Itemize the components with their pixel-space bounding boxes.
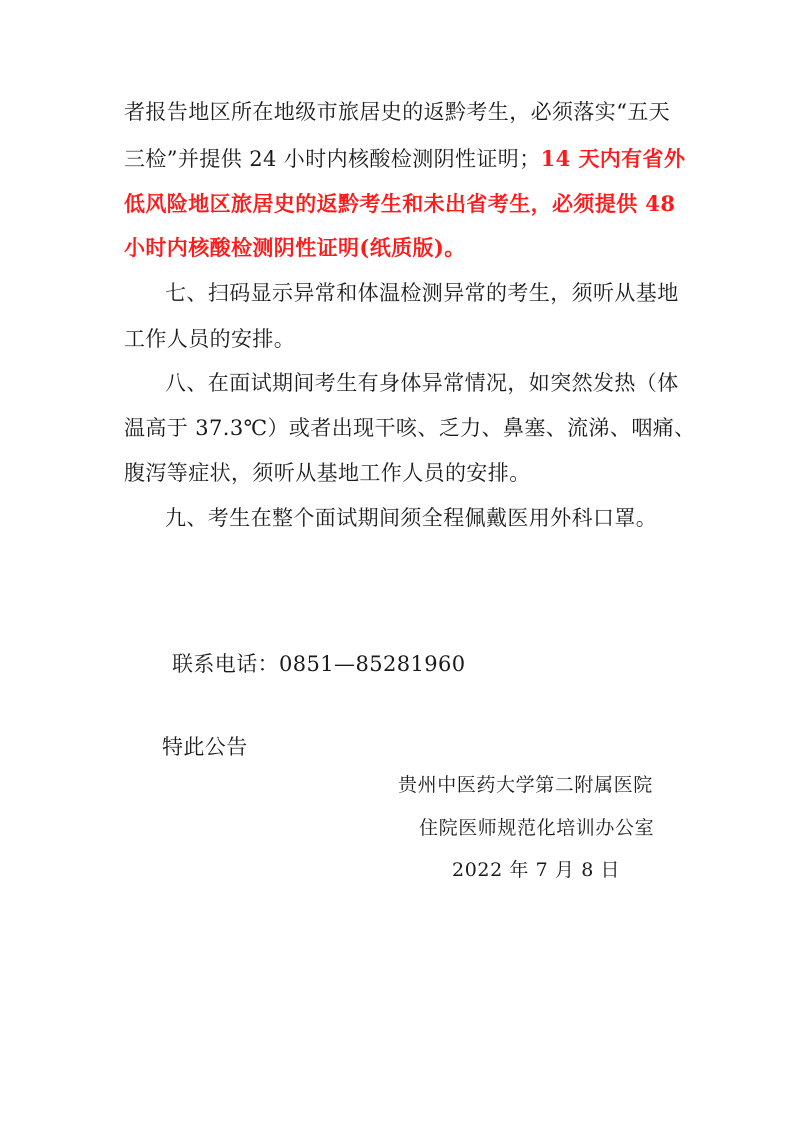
paragraph-6-line-3: 低风险地区旅居史的返黔考生和未出省考生，必须提供 48 [124,191,676,216]
signature-org-1: 贵州中医药大学第二附属医院 [398,774,653,796]
paragraph-8-line-3: 腹泻等症状，须听从基地工作人员的安排。 [124,461,531,485]
paragraph-6-line-4: 小时内核酸检测阴性证明(纸质版)。 [124,235,466,260]
paragraph-7-line-2: 工作人员的安排。 [124,327,296,351]
signature-org-2: 住院医师规范化培训办公室 [419,817,655,839]
signature-date: 2022 年 7 月 8 日 [452,859,621,881]
paragraph-6-line-2: 三检”并提供 24 小时内核酸检测阴性证明；14 天内有省外 [124,146,686,171]
paragraph-8-line-1: 八、在面试期间考生有身体异常情况，如突然发热（体 [165,371,679,395]
contact-phone: 联系电话：0851—85281960 [172,652,466,676]
highlight-text: 14 天内有省外 [540,146,686,171]
paragraph-6-line-1: 者报告地区所在地级市旅居史的返黔考生，必须落实“五天 [124,100,671,124]
paragraph-8-line-2: 温高于 37.3℃）或者出现干咳、乏力、鼻塞、流涕、咽痛、 [124,416,696,440]
notice-closing: 特此公告 [162,735,248,759]
paragraph-7-line-1: 七、扫码显示异常和体温检测异常的考生，须听从基地 [165,281,679,305]
paragraph-9-line-1: 九、考生在整个面试期间须全程佩戴医用外科口罩。 [165,506,658,530]
